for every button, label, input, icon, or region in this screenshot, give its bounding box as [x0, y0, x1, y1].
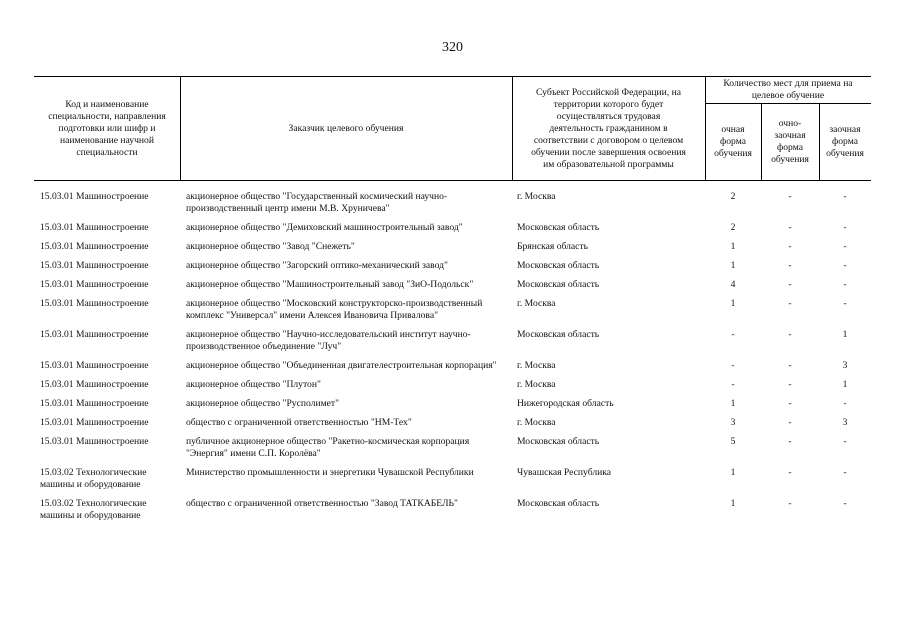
table-row [34, 222, 871, 234]
specialty-code: 15.03.01 Машиностроение [40, 191, 149, 202]
region-name: Московская область [517, 436, 600, 447]
mixed-count: - [788, 241, 792, 252]
fulltime-count: - [731, 360, 735, 371]
mixed-count: - [788, 279, 792, 290]
mixed-count: - [788, 360, 792, 371]
specialty-code: 15.03.01 Машиностроение [40, 222, 149, 233]
table-body [34, 191, 871, 522]
distance-count: 1 [842, 329, 848, 340]
region-name: Московская область [517, 329, 600, 340]
distance-count: 3 [842, 360, 848, 371]
region-name: Московская область [517, 498, 600, 509]
customer-name: общество с ограниченной ответственностью "Завод ТАТКАБЕЛЬ" [186, 498, 458, 509]
specialty-code: 15.03.01 Машиностроение [40, 329, 149, 340]
specialty-code: 15.03.01 Машиностроение [40, 379, 149, 390]
fulltime-count: - [731, 329, 735, 340]
header-region: Субъект Российской Федерации, на территории которого будет осуществляться трудовая деятельность гражданином в соответствии с договором о целевом обучении после завершения освоения им образовательной программы [531, 86, 686, 170]
customer-name: акционерное общество "Демиховский машиностроительный завод" [186, 222, 463, 233]
mixed-count: - [788, 222, 792, 233]
table-row [34, 241, 871, 253]
mixed-count: - [788, 398, 792, 409]
customer-name: Министерство промышленности и энергетики Чувашской Республики [186, 467, 474, 478]
customer-name: общество с ограниченной ответственностью "НМ-Тех" [186, 417, 412, 428]
fulltime-count: 4 [730, 279, 736, 290]
specialty-code: 15.03.01 Машиностроение [40, 417, 149, 428]
table-row [34, 498, 871, 522]
table-row [34, 398, 871, 410]
region-name: г. Москва [517, 379, 556, 390]
fulltime-count: 3 [730, 417, 736, 428]
distance-count: - [843, 298, 847, 309]
table-row [34, 360, 871, 372]
customer-name: акционерное общество "Завод "Снежеть" [186, 241, 355, 252]
table-row [34, 467, 871, 491]
fulltime-count: 1 [730, 260, 736, 271]
region-name: Чувашская Республика [517, 467, 612, 478]
mixed-count: - [788, 260, 792, 271]
specialty-code: 15.03.01 Машиностроение [40, 279, 149, 290]
specialty-code: 15.03.02 Технологические машины и оборудование [40, 498, 147, 521]
mixed-count: - [788, 298, 792, 309]
customer-name: акционерное общество "Машиностроительный завод "ЗиО-Подольск" [186, 279, 474, 290]
distance-count: - [843, 279, 847, 290]
header-mixed: очно-заочная форма обучения [771, 117, 809, 165]
mixed-count: - [788, 329, 792, 340]
table-row [34, 436, 871, 460]
customer-name: акционерное общество "Государственный космический научно-производственный центр имени М.В. Хруничева" [186, 191, 448, 214]
customer-name: акционерное общество "Научно-исследовательский институт научно-производственное объединение "Луч" [186, 329, 471, 352]
region-name: г. Москва [517, 417, 556, 428]
target-training-table [34, 76, 871, 529]
fulltime-count: 1 [730, 298, 736, 309]
region-name: г. Москва [517, 360, 556, 371]
header-places: Количество мест для приема на целевое обучение [723, 78, 853, 101]
header-customer: Заказчик целевого обучения [288, 122, 404, 134]
table-row [34, 260, 871, 272]
mixed-count: - [788, 498, 792, 509]
fulltime-count: 2 [730, 222, 736, 233]
customer-name: акционерное общество "Загорский оптико-механический завод" [186, 260, 448, 271]
table-row [34, 279, 871, 291]
distance-count: - [843, 467, 847, 478]
specialty-code: 15.03.01 Машиностроение [40, 241, 149, 252]
customer-name: акционерное общество "Плутон" [186, 379, 321, 390]
fulltime-count: 1 [730, 398, 736, 409]
mixed-count: - [788, 467, 792, 478]
region-name: г. Москва [517, 191, 556, 202]
specialty-code: 15.03.01 Машиностроение [40, 360, 149, 371]
header-fulltime: очная форма обучения [714, 123, 752, 159]
distance-count: - [843, 191, 847, 202]
fulltime-count: 1 [730, 241, 736, 252]
distance-count: - [843, 398, 847, 409]
header-distance: заочная форма обучения [826, 123, 864, 159]
table-row [34, 417, 871, 429]
fulltime-count: 1 [730, 467, 736, 478]
region-name: Московская область [517, 279, 600, 290]
specialty-code: 15.03.01 Машиностроение [40, 436, 149, 447]
fulltime-count: 1 [730, 498, 736, 509]
region-name: Брянская область [517, 241, 589, 252]
region-name: Нижегородская область [517, 398, 614, 409]
distance-count: - [843, 260, 847, 271]
fulltime-count: - [731, 379, 735, 390]
table-row [34, 379, 871, 391]
table-row [34, 191, 871, 215]
mixed-count: - [788, 191, 792, 202]
region-name: Московская область [517, 260, 600, 271]
specialty-code: 15.03.01 Машиностроение [40, 398, 149, 409]
fulltime-count: 2 [730, 191, 736, 202]
specialty-code: 15.03.02 Технологические машины и оборудование [40, 467, 147, 490]
table-row [34, 298, 871, 322]
table-header [34, 76, 871, 181]
customer-name: публичное акционерное общество "Ракетно-космическая корпорация "Энергия" имени С.П. Королёва" [186, 436, 470, 459]
customer-name: акционерное общество "Объединенная двигателестроительная корпорация" [186, 360, 497, 371]
customer-name: акционерное общество "Русполимет" [186, 398, 340, 409]
fulltime-count: 5 [730, 436, 736, 447]
distance-count: - [843, 498, 847, 509]
specialty-code: 15.03.01 Машиностроение [40, 260, 149, 271]
region-name: Московская область [517, 222, 600, 233]
mixed-count: - [788, 417, 792, 428]
distance-count: 1 [842, 379, 848, 390]
header-code: Код и наименование специальности, направления подготовки или шифр и наименование научной специальности [48, 98, 166, 158]
distance-count: - [843, 222, 847, 233]
specialty-code: 15.03.01 Машиностроение [40, 298, 149, 309]
region-name: г. Москва [517, 298, 556, 309]
table-row [34, 329, 871, 353]
distance-count: - [843, 241, 847, 252]
mixed-count: - [788, 436, 792, 447]
mixed-count: - [788, 379, 792, 390]
customer-name: акционерное общество "Московский конструкторско-производственный комплекс "Универсал" имени Алексея Ивановича Привалова" [186, 298, 483, 321]
distance-count: - [843, 436, 847, 447]
distance-count: 3 [842, 417, 848, 428]
page-number: 320 [442, 40, 463, 55]
